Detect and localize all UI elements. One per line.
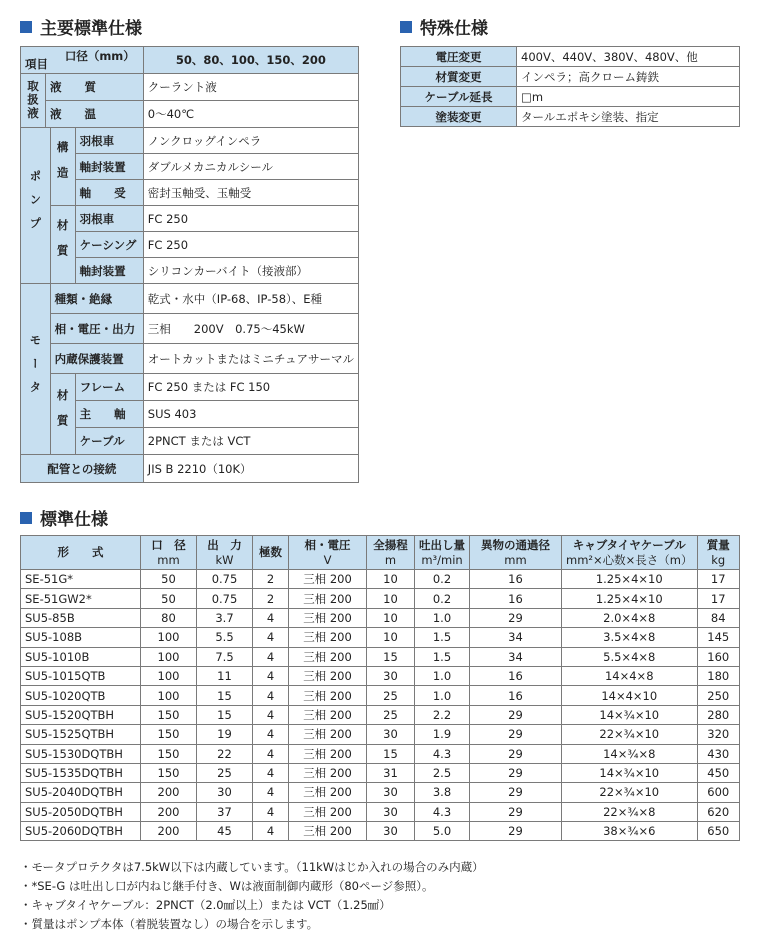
insulation-label: 種類・絶縁 — [50, 284, 143, 314]
table-cell: 1.9 — [415, 725, 470, 744]
table-cell: SU5-2040DQTBH — [21, 783, 141, 802]
column-header-unit: m — [384, 552, 397, 567]
table-cell: 7.5 — [197, 647, 253, 666]
square-bullet-icon — [400, 21, 412, 33]
casing-label: ケーシング — [75, 232, 143, 258]
table-cell: 0.2 — [415, 570, 470, 589]
table-cell: SU5-2050DQTBH — [21, 802, 141, 821]
table-cell: 29 — [470, 822, 562, 841]
column-header — [21, 536, 141, 570]
column-header-unit: mm — [157, 552, 180, 567]
column-header-unit: kW — [215, 552, 234, 567]
table-cell: SU5-1520QTBH — [21, 705, 141, 724]
column-header-unit: mm — [504, 552, 527, 567]
table-cell: 4 — [253, 725, 289, 744]
table-cell: 14×4×8 — [562, 666, 698, 685]
table-cell: 5.5 — [197, 628, 253, 647]
table-cell: 30 — [367, 725, 415, 744]
table-cell: SU5-2060DQTBH — [21, 822, 141, 841]
table-cell: 1.0 — [415, 686, 470, 705]
notes — [20, 858, 484, 934]
table-cell: 200 — [141, 822, 197, 841]
table-row — [21, 822, 740, 841]
special-label: 塗装変更 — [401, 107, 517, 127]
column-header-label: 極数 — [259, 545, 282, 559]
table-cell: 4 — [253, 628, 289, 647]
column-header-unit: mm²×心数×長さ（m） — [566, 552, 693, 567]
table-cell: 19 — [197, 725, 253, 744]
table-cell: 2 — [253, 570, 289, 589]
frame-value: FC 250 または FC 150 — [143, 374, 358, 401]
table-row — [21, 802, 740, 821]
special-spec-heading: 特殊仕様 — [400, 14, 488, 39]
table-cell: 600 — [697, 783, 740, 802]
table-cell: 4 — [253, 763, 289, 782]
table-row — [21, 763, 740, 782]
special-label: ケーブル延長 — [401, 87, 517, 107]
column-header — [697, 536, 740, 570]
column-header-unit: m³/min — [421, 552, 463, 567]
table-cell: 22×¾×10 — [562, 783, 698, 802]
table-cell: 30 — [367, 783, 415, 802]
table-cell: 0.75 — [197, 589, 253, 608]
special-value: □m — [517, 87, 740, 107]
table-cell: 10 — [367, 570, 415, 589]
table-cell: 三相 200 — [289, 763, 367, 782]
special-spec-table — [400, 46, 740, 127]
shaft-seal-label: 軸封装置 — [75, 154, 143, 180]
note-line: ・質量はポンプ本体（着脱装置なし）の場合を示します。 — [20, 917, 319, 931]
table-cell: 38×¾×6 — [562, 822, 698, 841]
table-cell: 三相 200 — [289, 802, 367, 821]
frame-label: フレーム — [75, 374, 143, 401]
special-label: 電圧変更 — [401, 47, 517, 67]
table-cell: SU5-1010B — [21, 647, 141, 666]
table-cell: 50 — [141, 570, 197, 589]
table-cell: 10 — [367, 608, 415, 627]
table-cell: 25 — [367, 686, 415, 705]
column-header — [253, 536, 289, 570]
table-cell: 30 — [367, 822, 415, 841]
column-header-label: 全揚程 — [373, 537, 408, 552]
insulation-value: 乾式・水中（IP-68、IP-58）、E種 — [143, 284, 358, 314]
column-header-label: 口 径 — [151, 537, 186, 552]
impeller-material-label: 羽根車 — [75, 206, 143, 232]
table-cell: 620 — [697, 802, 740, 821]
table-cell: 4.3 — [415, 744, 470, 763]
table-cell: 2 — [253, 589, 289, 608]
table-cell: 14×¾×10 — [562, 705, 698, 724]
table-cell: 16 — [470, 570, 562, 589]
table-cell: 34 — [470, 647, 562, 666]
column-header-label: キャブタイヤケーブル — [572, 537, 686, 552]
special-value: タールエポキシ塗装、指定 — [517, 107, 740, 127]
protection-value: オートカットまたはミニチュアサーマル — [143, 344, 358, 374]
standard-spec-table — [20, 535, 740, 841]
table-cell: 3.5×4×8 — [562, 628, 698, 647]
column-header-label: 質量 — [706, 537, 730, 552]
table-cell: 4 — [253, 608, 289, 627]
table-cell: 三相 200 — [289, 647, 367, 666]
table-cell: 4 — [253, 686, 289, 705]
table-cell: 150 — [141, 744, 197, 763]
table-cell: 80 — [141, 608, 197, 627]
column-header-label: 異物の通過径 — [481, 537, 550, 552]
table-cell: 三相 200 — [289, 589, 367, 608]
table-cell: 250 — [697, 686, 740, 705]
table-cell: 16 — [470, 686, 562, 705]
shaft-seal-value: ダブルメカニカルシール — [143, 154, 358, 180]
phase-voltage-value: 三相 200V 0.75～45kW — [143, 314, 358, 344]
table-cell: 150 — [141, 763, 197, 782]
table-cell: 1.0 — [415, 666, 470, 685]
motor-material-label: 材質 — [50, 374, 75, 455]
special-value: インペラ；高クローム鋳鉄 — [517, 67, 740, 87]
table-row — [21, 628, 740, 647]
liquid-temp-value: 0～40℃ — [143, 101, 358, 128]
table-cell: 11 — [197, 666, 253, 685]
table-cell: 30 — [367, 666, 415, 685]
table-cell: 100 — [141, 666, 197, 685]
note-line: ・キャブタイヤケーブル：2PNCT（2.0㎟以上）または VCT（1.25㎟） — [20, 898, 391, 912]
piping-label: 配管との接続 — [21, 455, 144, 483]
column-header — [415, 536, 470, 570]
table-row — [21, 725, 740, 744]
table-cell: 三相 200 — [289, 822, 367, 841]
table-cell: 5.0 — [415, 822, 470, 841]
table-cell: 450 — [697, 763, 740, 782]
table-cell: 145 — [697, 628, 740, 647]
table-cell: 84 — [697, 608, 740, 627]
table-cell: 2.0×4×8 — [562, 608, 698, 627]
column-header — [197, 536, 253, 570]
table-cell: 1.25×4×10 — [562, 570, 698, 589]
table-cell: 29 — [470, 725, 562, 744]
table-cell: 10 — [367, 589, 415, 608]
table-cell: 15 — [367, 744, 415, 763]
table-cell: 37 — [197, 802, 253, 821]
bearing-label: 軸 受 — [75, 180, 143, 206]
table-cell: 三相 200 — [289, 628, 367, 647]
structure-label: 構造 — [50, 128, 75, 206]
table-cell: 4.3 — [415, 802, 470, 821]
motor-group-label: モータ — [21, 284, 51, 455]
main-shaft-label: 主 軸 — [75, 401, 143, 428]
pump-group-label: ポンプ — [21, 128, 51, 284]
table-cell: 100 — [141, 686, 197, 705]
table-row — [21, 686, 740, 705]
main-shaft-value: SUS 403 — [143, 401, 358, 428]
table-cell: 5.5×4×8 — [562, 647, 698, 666]
table-cell: 1.25×4×10 — [562, 589, 698, 608]
main-spec-heading: 主要標準仕様 — [20, 14, 142, 39]
table-row — [21, 647, 740, 666]
table-cell: 14×4×10 — [562, 686, 698, 705]
caliber-values: 50、80、100、150、200 — [143, 47, 358, 74]
special-label: 材質変更 — [401, 67, 517, 87]
table-cell: 15 — [197, 705, 253, 724]
table-row — [21, 705, 740, 724]
table-row — [21, 589, 740, 608]
table-cell: 180 — [697, 666, 740, 685]
table-cell: 22×¾×8 — [562, 802, 698, 821]
table-cell: 1.5 — [415, 647, 470, 666]
table-cell: 三相 200 — [289, 686, 367, 705]
table-cell: 3.8 — [415, 783, 470, 802]
cable-value: 2PNCT または VCT — [143, 428, 358, 455]
column-header-label: 出 力 — [207, 537, 242, 552]
table-cell: 100 — [141, 628, 197, 647]
table-cell: SE-51GW2* — [21, 589, 141, 608]
table-cell: 320 — [697, 725, 740, 744]
table-cell: SU5-1015QTB — [21, 666, 141, 685]
table-cell: 三相 200 — [289, 783, 367, 802]
column-header-unit: kg — [711, 552, 726, 567]
table-cell: 22×¾×10 — [562, 725, 698, 744]
liquid-group-label: 取扱液 — [21, 74, 46, 128]
column-header — [141, 536, 197, 570]
table-cell: 100 — [141, 647, 197, 666]
table-cell: 1.0 — [415, 608, 470, 627]
protection-label: 内蔵保護装置 — [50, 344, 143, 374]
table-cell: 0.75 — [197, 570, 253, 589]
table-cell: 10 — [367, 628, 415, 647]
table-cell: 29 — [470, 783, 562, 802]
table-cell: 29 — [470, 763, 562, 782]
table-cell: 4 — [253, 802, 289, 821]
piping-value: JIS B 2210（10K） — [143, 455, 358, 483]
table-cell: 650 — [697, 822, 740, 841]
note-line: ・*SE-G は吐出し口が内ねじ継手付き、Wは液面制御内蔵形（80ページ参照）。 — [20, 879, 434, 893]
special-value: 400V、440V、380V、480V、他 — [517, 47, 740, 67]
table-cell: 4 — [253, 705, 289, 724]
table-cell: 三相 200 — [289, 570, 367, 589]
table-cell: SU5-1525QTBH — [21, 725, 141, 744]
liquid-quality-value: クーラント液 — [143, 74, 358, 101]
table-cell: 29 — [470, 744, 562, 763]
table-cell: 4 — [253, 666, 289, 685]
table-cell: SU5-85B — [21, 608, 141, 627]
bearing-value: 密封玉軸受、玉軸受 — [143, 180, 358, 206]
standard-table-header — [21, 536, 740, 570]
table-row — [21, 744, 740, 763]
seal-material-value: シリコンカーバイト（接液部） — [143, 258, 358, 284]
seal-material-label: 軸封装置 — [75, 258, 143, 284]
table-cell: 25 — [197, 763, 253, 782]
table-cell: 30 — [367, 802, 415, 821]
table-cell: 三相 200 — [289, 705, 367, 724]
table-cell: 280 — [697, 705, 740, 724]
table-cell: 4 — [253, 647, 289, 666]
table-cell: 160 — [697, 647, 740, 666]
square-bullet-icon — [20, 512, 32, 524]
casing-value: FC 250 — [143, 232, 358, 258]
column-header-label: 相・電圧 — [304, 537, 351, 552]
table-row — [21, 608, 740, 627]
impeller-label: 羽根車 — [75, 128, 143, 154]
table-cell: 50 — [141, 589, 197, 608]
liquid-temp-label: 液 温 — [46, 101, 144, 128]
table-cell: SU5-1020QTB — [21, 686, 141, 705]
column-header-label: 形 式 — [57, 545, 104, 559]
table-cell: 430 — [697, 744, 740, 763]
table-cell: 1.5 — [415, 628, 470, 647]
table-cell: 三相 200 — [289, 608, 367, 627]
table-cell: 29 — [470, 608, 562, 627]
table-cell: 2.2 — [415, 705, 470, 724]
material-label: 材質 — [50, 206, 75, 284]
column-header — [367, 536, 415, 570]
table-cell: 30 — [197, 783, 253, 802]
square-bullet-icon — [20, 21, 32, 33]
table-cell: SU5-108B — [21, 628, 141, 647]
table-cell: 14×¾×8 — [562, 744, 698, 763]
table-cell: 4 — [253, 822, 289, 841]
table-cell: 22 — [197, 744, 253, 763]
table-cell: 15 — [197, 686, 253, 705]
table-cell: 150 — [141, 705, 197, 724]
table-cell: 29 — [470, 802, 562, 821]
table-cell: 2.5 — [415, 763, 470, 782]
table-cell: 三相 200 — [289, 725, 367, 744]
table-cell: 25 — [367, 705, 415, 724]
column-header-label: 吐出し量 — [419, 537, 465, 552]
table-cell: 14×¾×10 — [562, 763, 698, 782]
table-cell: 16 — [470, 589, 562, 608]
standard-spec-heading: 標準仕様 — [20, 505, 108, 530]
table-row — [21, 570, 740, 589]
phase-voltage-label: 相・電圧・出力 — [50, 314, 143, 344]
note-line: ・モータプロテクタは7.5kW以下は内蔵しています。（11kWはじか入れの場合のみ内蔵） — [20, 860, 484, 874]
table-cell: 29 — [470, 705, 562, 724]
table-cell: 3.7 — [197, 608, 253, 627]
impeller-value: ノンクロッグインペラ — [143, 128, 358, 154]
table-cell: 15 — [367, 647, 415, 666]
column-header — [289, 536, 367, 570]
table-cell: 17 — [697, 589, 740, 608]
table-cell: 200 — [141, 783, 197, 802]
table-cell: SU5-1535DQTBH — [21, 763, 141, 782]
table-cell: 三相 200 — [289, 744, 367, 763]
table-row — [21, 666, 740, 685]
header-diagonal-cell: 口径（mm） 項目 — [21, 47, 144, 74]
table-cell: SU5-1530DQTBH — [21, 744, 141, 763]
table-cell: 三相 200 — [289, 666, 367, 685]
table-cell: 34 — [470, 628, 562, 647]
table-row — [21, 783, 740, 802]
table-cell: 31 — [367, 763, 415, 782]
table-cell: 200 — [141, 802, 197, 821]
table-cell: SE-51G* — [21, 570, 141, 589]
table-cell: 16 — [470, 666, 562, 685]
table-cell: 0.2 — [415, 589, 470, 608]
impeller-material-value: FC 250 — [143, 206, 358, 232]
main-spec-table — [20, 46, 359, 483]
table-cell: 150 — [141, 725, 197, 744]
table-cell: 45 — [197, 822, 253, 841]
column-header — [470, 536, 562, 570]
table-cell: 4 — [253, 783, 289, 802]
table-cell: 17 — [697, 570, 740, 589]
column-header-unit: V — [323, 552, 332, 567]
column-header — [562, 536, 698, 570]
cable-label: ケーブル — [75, 428, 143, 455]
table-cell: 4 — [253, 744, 289, 763]
liquid-quality-label: 液 質 — [46, 74, 144, 101]
